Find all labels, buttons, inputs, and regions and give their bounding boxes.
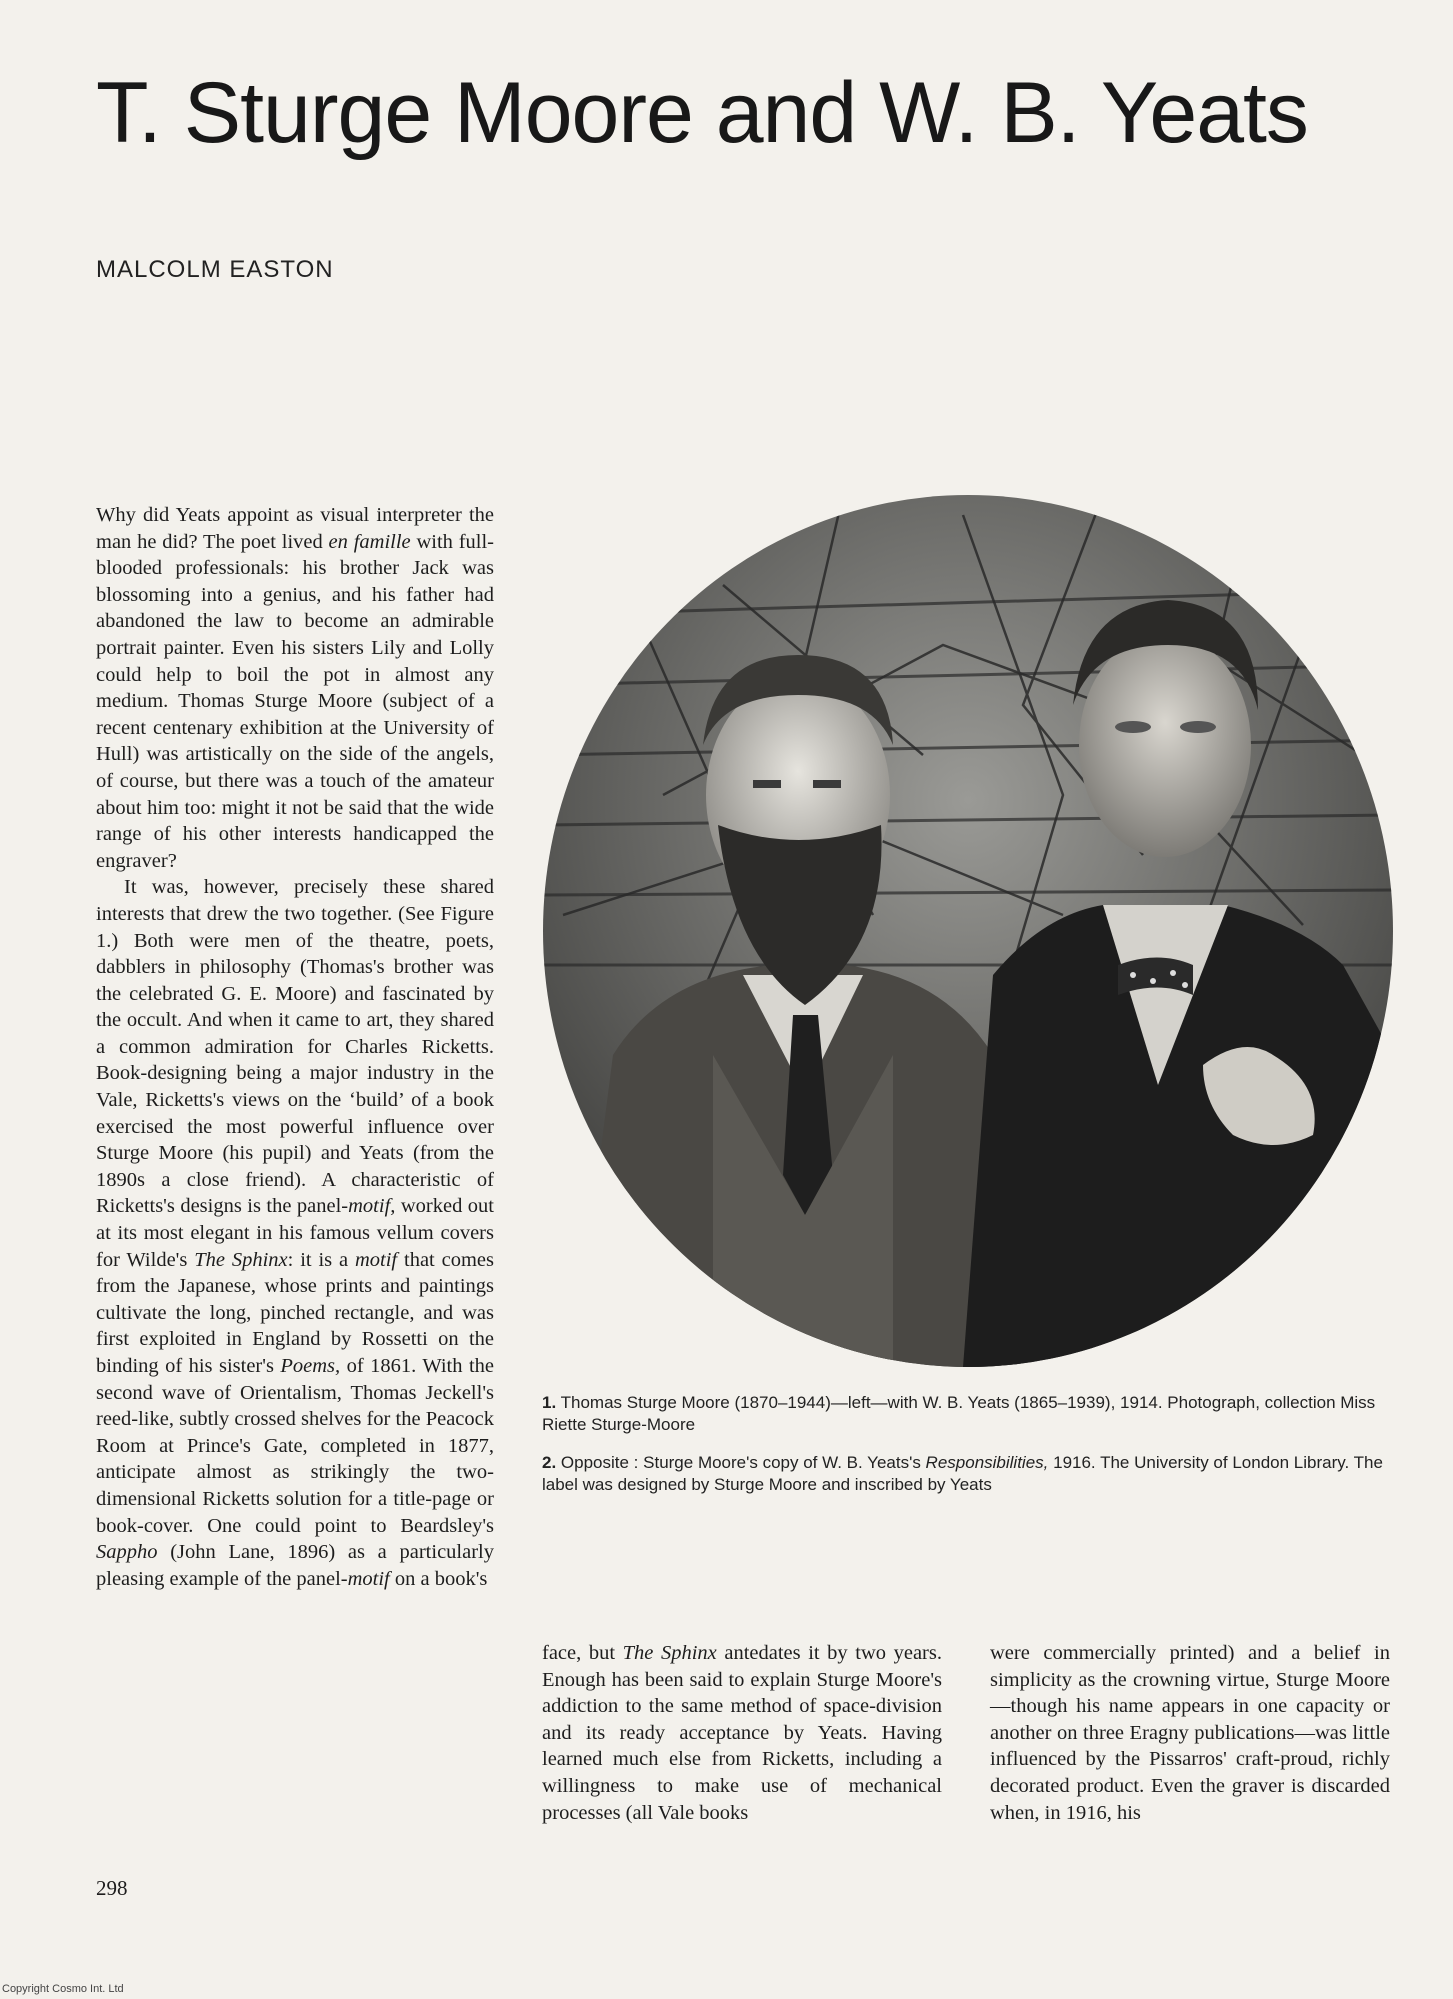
caption-text-italic: Responsibilities, [925,1453,1049,1472]
paragraph-4 [990,1640,1390,1826]
text-run: : it is a [287,1248,355,1271]
caption-text: Thomas Sturge Moore (1870–1944)—left—with W. B. Yeats (1865–1939), 1914. Photograph, collection Miss Riette Sturge-Moore [542,1393,1376,1434]
text-run: that comes from the Japanese, whose prints and paintings cultivate the long, pinched rectangle, and was first exploited in England by Rossetti on the binding of his sister's [96,1248,494,1377]
body-column-3 [990,1640,1390,1826]
article-title: T. Sturge Moore and W. B. Yeats [96,65,1308,161]
text-run: of 1861. With the second wave of Orientalism, Thomas Jeckell's reed-like, subtly crossed shelves for the Peacock Room at Prince's Gate, completed in 1877, anticipate almost as strikingly the two-dimensional Ricketts solution for a title-page or book-cover. One could point to Beardsley's [96,1355,494,1537]
text-run-italic: Sappho [96,1541,158,1564]
text-run-italic: The Sphinx [622,1642,717,1664]
text-run: worked out at its most elegant in his famous vellum covers for Wilde's [96,1195,494,1271]
text-run: antedates it by two years. Enough has been said to explain Sturge Moore's addiction to the same method of space-division and its ready acceptance by Yeats. Having learned much else from Ricketts, including a willingness to make use of mechanical processes (all Vale books [542,1642,942,1824]
text-run: face, but [542,1642,623,1664]
caption-number: 2. [542,1453,557,1472]
body-column-2 [542,1640,942,1826]
text-run-italic: The Sphinx [194,1248,288,1271]
text-run: (John Lane, 1896) as a particularly pleasing example of the panel- [96,1541,494,1590]
text-run: Why did Yeats appoint as visual interpreter the man he did? The poet lived [96,504,494,553]
caption-text: Opposite : Sturge Moore's copy of W. B. Yeats's [560,1453,926,1472]
text-run: It was, however, precisely these shared interests that drew the two together. (See Figure 1.) Both were men of the theatre, poets, dabblers in philosophy (Thomas's brother was the celebrated G. E. Moore) and fascinated by the occult. And when it came to art, they shared a common admiration for Charles Ricketts. Book-designing being a major industry in the Vale, Ricketts's views on the ‘build’ of a book exercised the most powerful influence over Sturge Moore (his pupil) and Yeats (from the 1890s a close friend). A characteristic of Ricketts's designs is the panel- [96,876,494,1218]
caption-text: 1916. The University of London Library. The label was designed by Sturge Moore and inscribed by Yeats [542,1453,1383,1494]
text-run-italic: motif [354,1248,398,1271]
paragraph-2 [96,874,494,1592]
paragraph-1 [96,502,494,874]
figure-1-caption [542,1392,1394,1436]
text-run: with full-blooded professionals: his brother Jack was blossoming into a genius, and his father had abandoned the law to become an admirable portrait painter. Even his sisters Lily and Lolly could help to boil the pot in almost any medium. Thomas Sturge Moore (subject of a recent centenary exhibition at the University of Hull) was artistically on the side of the angels, of course, but there was a touch of the amateur about him too: might it not be said that the wide range of his other interests handicapped the engraver? [96,530,494,872]
text-run: on a book's [389,1567,488,1590]
body-column-1 [96,502,494,1592]
paragraph-3 [542,1640,942,1826]
photo-illustration [543,495,1393,1367]
text-run-italic: motif [347,1567,390,1590]
copyright-notice: Copyright Cosmo Int. Ltd [2,1983,124,1995]
portrait-photograph [543,495,1393,1367]
text-run-italic: en famille [328,530,411,553]
caption-number: 1. [542,1393,557,1412]
article-author: MALCOLM EASTON [96,256,334,283]
text-run-italic: motif, [348,1195,396,1218]
page-number: 298 [96,1876,128,1900]
figure-2-caption [542,1452,1394,1496]
text-run: were commercially printed) and a belief in simplicity as the crowning virtue, Sturge Moore—though his name appears in one capacity or another on three Eragny publications—was little influenced by the Pissarros' craft-proud, richly decorated product. Even the graver is discarded when, in 1916, his [990,1642,1390,1824]
text-run-italic: Poems, [280,1355,341,1377]
